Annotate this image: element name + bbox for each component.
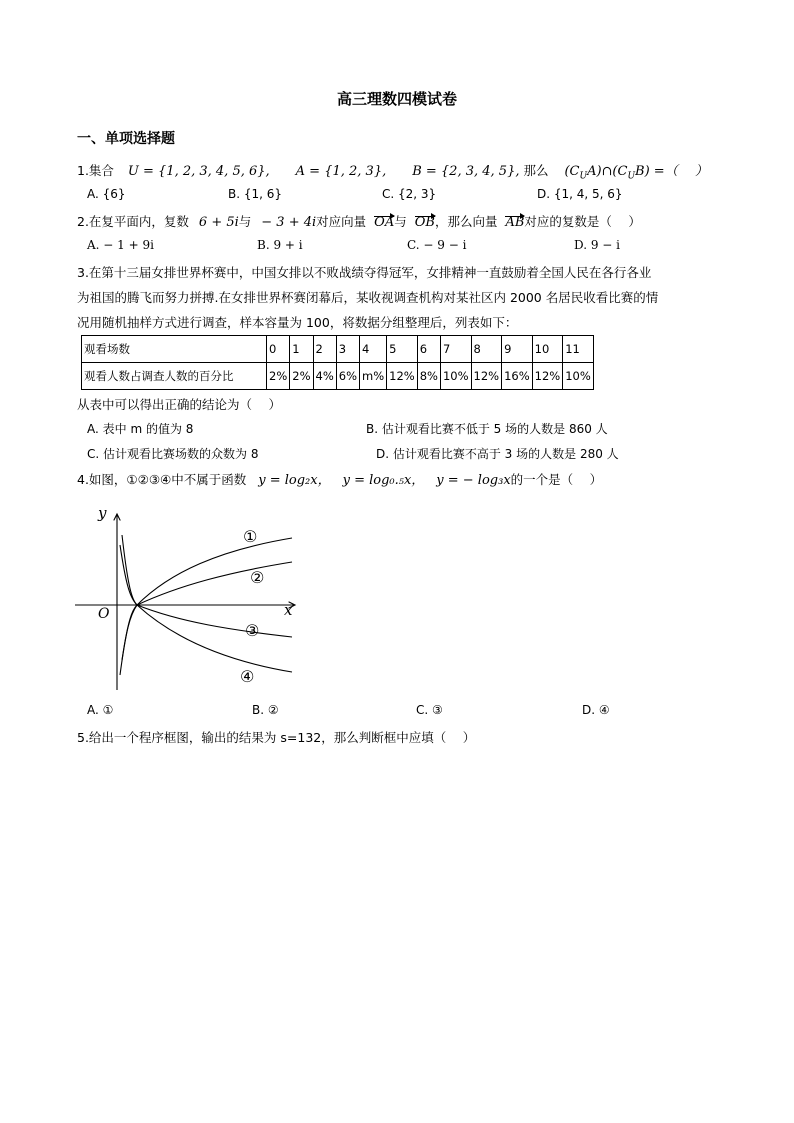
q3-option-c[interactable]: C. 估计观看比赛场数的众数为 8 <box>87 447 259 461</box>
q1-set-u: U = {1, 2, 3, 4, 5, 6}, <box>127 164 270 179</box>
q3-line-3: 况用随机抽样方式进行调查，样本容量为 100，将数据分组整理后，列表如下： <box>77 315 518 330</box>
q4-option-d[interactable]: D. ④ <box>582 703 610 717</box>
vector-ab: AB <box>505 215 525 230</box>
table-cell: 9 <box>502 336 533 363</box>
table-cell: 12% <box>387 363 418 390</box>
question-4 <box>77 469 602 488</box>
q1-number: 1.集合 <box>77 163 114 178</box>
q2-option-c[interactable]: C. − 9 − i <box>407 238 467 252</box>
q3-option-d[interactable]: D. 估计观看比赛不高于 3 场的人数是 280 人 <box>376 447 619 461</box>
q4-function-2: y = log₀.₅x， <box>342 473 425 488</box>
q2-text-3: ，那么向量 <box>434 214 498 229</box>
vector-ob: OB <box>414 215 435 230</box>
table-cell: 1 <box>290 336 313 363</box>
log-function-graph <box>70 500 310 700</box>
curve-4 <box>122 535 292 672</box>
q1-set-b: B = {2, 3, 4, 5}, <box>412 164 520 179</box>
table-header-cell: 观看场数 <box>82 336 267 363</box>
curve-label-3: ③ <box>245 621 260 640</box>
q3-conclusion: 从表中可以得出正确的结论为（ ） <box>77 397 281 412</box>
section-heading: 一、单项选择题 <box>77 131 175 147</box>
q1-set-a: A = {1, 2, 3}, <box>295 164 387 179</box>
page-title: 高三理数四模试卷 <box>336 90 457 108</box>
table-cell: 2 <box>313 336 336 363</box>
q3-line-2: 为祖国的腾飞而努力拼搏.在女排世界杯赛闭幕后，某收视调查机构对某社区内 2000 名居民收看比赛的情 <box>77 290 659 305</box>
table-cell: 12% <box>532 363 563 390</box>
q4-function-1: y = log₂x， <box>258 473 331 488</box>
q2-complex-1: 6 + 5i <box>198 215 239 230</box>
table-cell: 10% <box>563 363 594 390</box>
table-header-cell: 观看人数占调查人数的百分比 <box>82 363 267 390</box>
q4-number: 4.如图，①②③④中不属于函数 <box>77 472 247 487</box>
q2-number: 2.在复平面内，复数 <box>77 214 189 229</box>
table-cell: 3 <box>336 336 359 363</box>
table-cell: 11 <box>563 336 594 363</box>
question-5: 5.给出一个程序框图，输出的结果为 s=132，那么判断框中应填（ ） <box>77 730 476 745</box>
curve-2 <box>120 562 292 675</box>
curve-label-2: ② <box>250 568 265 587</box>
q4-option-b[interactable]: B. ② <box>252 703 279 717</box>
q4-option-c[interactable]: C. ③ <box>416 703 443 717</box>
table-cell: 4 <box>360 336 387 363</box>
table-cell: 6 <box>417 336 440 363</box>
q2-text-2: 与 <box>394 214 407 229</box>
table-cell: 2% <box>290 363 313 390</box>
q2-text-4: 对应的复数是（ ） <box>524 214 641 229</box>
curve-label-1: ① <box>243 527 258 546</box>
origin-label: O <box>98 606 110 622</box>
q1-option-a[interactable]: A. {6} <box>87 187 126 201</box>
q1-expression: $(C_UA)\cap(C_UB)$ =（ ） <box>564 164 708 182</box>
x-axis-label: x <box>284 601 293 619</box>
table-cell: 2% <box>267 363 290 390</box>
table-cell: 12% <box>471 363 502 390</box>
q2-option-a[interactable]: A. − 1 + 9i <box>87 238 154 252</box>
table-cell: 0 <box>267 336 290 363</box>
table-cell: 6% <box>336 363 359 390</box>
table-cell: 10 <box>532 336 563 363</box>
question-3 <box>77 260 727 335</box>
table-row <box>82 363 594 390</box>
table-cell: 4% <box>313 363 336 390</box>
curve-3 <box>120 545 292 637</box>
table-cell: 7 <box>440 336 471 363</box>
q2-complex-2: − 3 + 4i <box>261 215 317 230</box>
q2-text-1: 对应向量 <box>316 214 367 229</box>
table-cell: m% <box>360 363 387 390</box>
q1-then: 那么 <box>523 163 549 178</box>
q4-function-3: y = − log₃x <box>436 473 511 488</box>
q1-option-c[interactable]: C. {2, 3} <box>382 187 437 201</box>
question-2 <box>77 212 641 230</box>
q1-option-d[interactable]: D. {1, 4, 5, 6} <box>537 187 623 201</box>
q4-tail: 的一个是（ ） <box>510 472 603 487</box>
q3-option-a[interactable]: A. 表中 m 的值为 8 <box>87 422 194 436</box>
q1-option-b[interactable]: B. {1, 6} <box>228 187 283 201</box>
q3-line-1: 3.在第十三届女排世界杯赛中，中国女排以不败战绩夺得冠军，女排精神一直鼓励着全国人民在各行各业 <box>77 265 652 280</box>
curve-label-4: ④ <box>240 667 255 686</box>
frequency-table <box>81 335 594 390</box>
q4-option-a[interactable]: A. ① <box>87 703 114 717</box>
vector-oa: OA <box>374 215 395 230</box>
table-cell: 10% <box>440 363 471 390</box>
q3-option-b[interactable]: B. 估计观看比赛不低于 5 场的人数是 860 人 <box>366 422 608 436</box>
table-row <box>82 336 594 363</box>
table-cell: 8 <box>471 336 502 363</box>
table-cell: 5 <box>387 336 418 363</box>
y-axis-label: y <box>98 504 107 522</box>
q2-option-d[interactable]: D. 9 − i <box>574 238 620 252</box>
table-cell: 16% <box>502 363 533 390</box>
question-1 <box>77 160 708 182</box>
q2-option-b[interactable]: B. 9 + i <box>257 238 303 252</box>
q2-with: 与 <box>238 214 252 229</box>
curve-1 <box>122 538 292 660</box>
table-cell: 8% <box>417 363 440 390</box>
